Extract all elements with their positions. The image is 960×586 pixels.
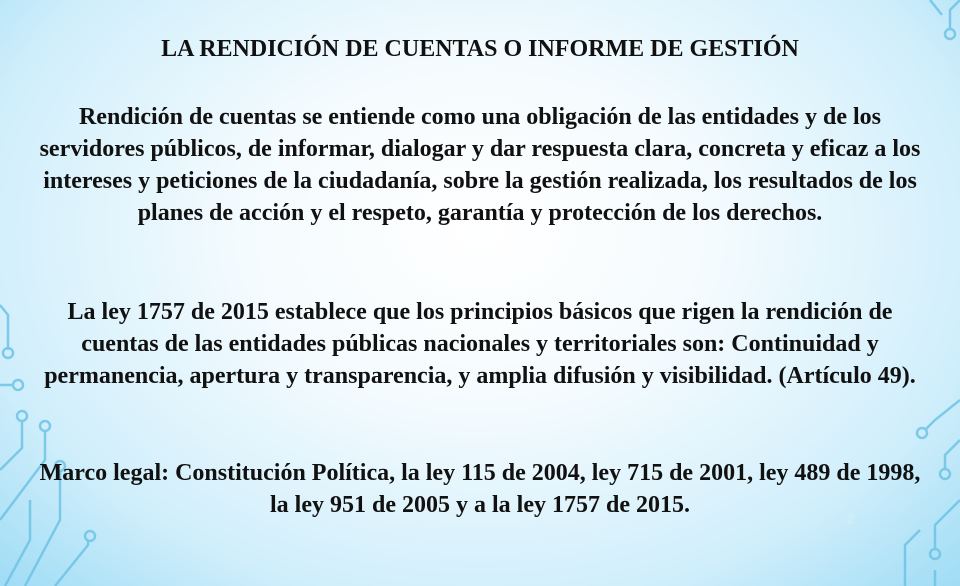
- slide-number: 2: [847, 512, 854, 526]
- slide-title: LA RENDICIÓN DE CUENTAS O INFORME DE GESTIÓN: [161, 36, 799, 62]
- paragraph-legal-framework: Marco legal: Constitución Política, la ley 115 de 2004, ley 715 de 2001, ley 489 de 1998, la ley 951 de 2005 y a la ley 1757 de 2015.: [39, 460, 921, 518]
- paragraph-principles: La ley 1757 de 2015 establece que los principios básicos que rigen la rendición de cuentas de las entidades públicas nacionales y territoriales son: Continuidad y permanencia, apertura y transparencia, y amplia difusión y visibilidad. (Artículo 49).: [44, 299, 916, 389]
- paragraph-definition: Rendición de cuentas se entiende como una obligación de las entidades y de los servidores públicos, de informar, dialogar y dar respuesta clara, concreta y eficaz a los intereses y peticiones de la ciudadanía, sobre la gestión realizada, los resultados de los planes de acción y el respeto, garantía y protección de los derechos.: [39, 104, 921, 226]
